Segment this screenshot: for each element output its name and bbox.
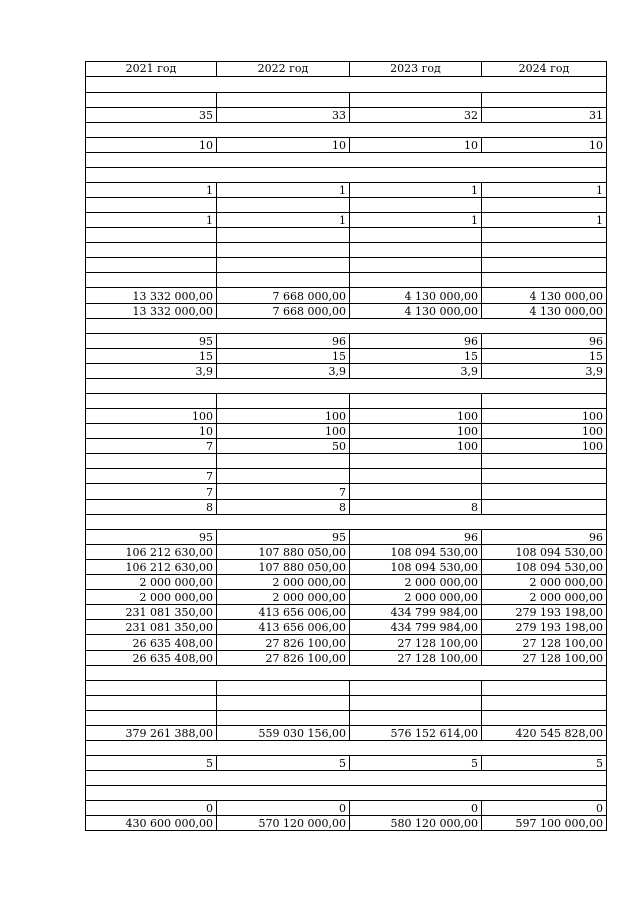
budget-indicator-table <box>85 61 607 831</box>
value-cell <box>85 681 217 695</box>
value-cell: 434 799 984,00 <box>350 620 482 634</box>
value-cell: 13 332 000,00 <box>85 304 217 318</box>
value-cell <box>217 198 350 212</box>
value-cell: 96 <box>350 334 482 348</box>
value-cell <box>217 243 350 257</box>
value-cell: 108 094 530,00 <box>482 560 607 574</box>
table-row <box>85 303 607 318</box>
table-row <box>85 197 607 212</box>
value-cell <box>482 243 607 257</box>
value-cell: 100 <box>350 439 482 453</box>
header-row <box>85 61 607 76</box>
value-cell: 1 <box>482 213 607 227</box>
value-cell: 96 <box>482 334 607 348</box>
value-cell: 95 <box>85 530 217 544</box>
value-cell <box>85 454 217 468</box>
value-cell: 10 <box>350 138 482 152</box>
value-cell: 7 <box>85 469 217 483</box>
value-cell: 1 <box>217 213 350 227</box>
table-row <box>85 363 607 378</box>
value-cell: 100 <box>217 424 350 438</box>
value-cell: 31 <box>482 108 607 122</box>
value-cell: 576 152 614,00 <box>350 726 482 740</box>
value-cell: 15 <box>217 349 350 363</box>
value-cell <box>217 696 350 710</box>
section-row <box>85 152 607 167</box>
table-row <box>85 408 607 423</box>
value-cell: 106 212 630,00 <box>85 545 217 559</box>
value-cell <box>85 696 217 710</box>
section-row <box>85 318 607 333</box>
value-cell: 5 <box>217 756 350 770</box>
section-cell <box>85 153 607 167</box>
value-cell <box>85 273 217 287</box>
section-cell <box>85 666 607 680</box>
table-row <box>85 800 607 815</box>
table-row <box>85 333 607 348</box>
value-cell: 27 128 100,00 <box>350 635 482 650</box>
value-cell: 420 545 828,00 <box>482 726 607 740</box>
value-cell <box>482 696 607 710</box>
value-cell <box>217 228 350 242</box>
table-row <box>85 589 607 604</box>
value-cell: 27 128 100,00 <box>482 635 607 650</box>
value-cell: 0 <box>482 801 607 815</box>
table-row <box>85 287 607 303</box>
value-cell: 27 826 100,00 <box>217 635 350 650</box>
value-cell: 430 600 000,00 <box>85 816 217 830</box>
value-cell: 107 880 050,00 <box>217 545 350 559</box>
section-row <box>85 770 607 785</box>
value-cell: 0 <box>217 801 350 815</box>
value-cell <box>85 243 217 257</box>
value-cell <box>217 711 350 725</box>
value-cell: 5 <box>350 756 482 770</box>
value-cell <box>350 243 482 257</box>
value-cell <box>482 484 607 499</box>
section-row <box>85 785 607 800</box>
table-row <box>85 619 607 634</box>
value-cell <box>350 93 482 107</box>
value-cell: 434 799 984,00 <box>350 605 482 619</box>
table-row <box>85 604 607 619</box>
value-cell <box>85 198 217 212</box>
value-cell: 2 000 000,00 <box>85 590 217 604</box>
table-row <box>85 680 607 695</box>
value-cell: 597 100 000,00 <box>482 816 607 830</box>
value-cell <box>350 696 482 710</box>
value-cell <box>85 394 217 408</box>
value-cell: 100 <box>217 409 350 423</box>
value-cell: 3,9 <box>482 364 607 378</box>
section-row <box>85 167 607 182</box>
table-row <box>85 92 607 107</box>
value-cell <box>482 228 607 242</box>
value-cell: 50 <box>217 439 350 453</box>
table-row <box>85 725 607 740</box>
value-cell: 27 128 100,00 <box>482 651 607 665</box>
value-cell <box>350 394 482 408</box>
value-cell: 32 <box>350 108 482 122</box>
value-cell: 231 081 350,00 <box>85 620 217 634</box>
table-row <box>85 755 607 770</box>
table-row <box>85 453 607 468</box>
value-cell: 1 <box>217 183 350 197</box>
value-cell <box>217 258 350 272</box>
value-cell <box>482 273 607 287</box>
year-header-cell: 2023 год <box>350 62 482 76</box>
value-cell: 7 668 000,00 <box>217 304 350 318</box>
value-cell: 96 <box>350 530 482 544</box>
table-row <box>85 650 607 665</box>
table-row <box>85 423 607 438</box>
table-row <box>85 544 607 559</box>
value-cell: 7 <box>85 439 217 453</box>
table-row <box>85 137 607 152</box>
value-cell: 96 <box>482 530 607 544</box>
value-cell <box>350 258 482 272</box>
value-cell: 26 635 408,00 <box>85 651 217 665</box>
value-cell: 8 <box>85 500 217 514</box>
value-cell: 108 094 530,00 <box>350 560 482 574</box>
value-cell <box>350 484 482 499</box>
value-cell: 100 <box>482 424 607 438</box>
value-cell <box>482 394 607 408</box>
value-cell: 4 130 000,00 <box>350 304 482 318</box>
value-cell: 7 <box>85 484 217 499</box>
value-cell: 7 <box>217 484 350 499</box>
value-cell: 279 193 198,00 <box>482 605 607 619</box>
value-cell: 10 <box>85 138 217 152</box>
section-cell <box>85 786 607 800</box>
table-row <box>85 227 607 242</box>
value-cell <box>350 228 482 242</box>
value-cell <box>482 93 607 107</box>
value-cell: 3,9 <box>85 364 217 378</box>
value-cell: 100 <box>482 409 607 423</box>
value-cell: 4 130 000,00 <box>482 304 607 318</box>
value-cell <box>217 469 350 483</box>
value-cell: 100 <box>85 409 217 423</box>
table-row <box>85 212 607 227</box>
value-cell: 1 <box>85 183 217 197</box>
table-row <box>85 468 607 483</box>
value-cell: 231 081 350,00 <box>85 605 217 619</box>
value-cell <box>482 258 607 272</box>
value-cell: 7 668 000,00 <box>217 288 350 303</box>
value-cell: 2 000 000,00 <box>217 590 350 604</box>
value-cell: 2 000 000,00 <box>85 575 217 589</box>
value-cell: 27 826 100,00 <box>217 651 350 665</box>
section-cell <box>85 319 607 333</box>
section-cell <box>85 379 607 393</box>
value-cell: 35 <box>85 108 217 122</box>
value-cell: 15 <box>85 349 217 363</box>
value-cell <box>482 454 607 468</box>
value-cell <box>217 454 350 468</box>
value-cell: 108 094 530,00 <box>482 545 607 559</box>
year-header-cell: 2022 год <box>217 62 350 76</box>
value-cell <box>350 681 482 695</box>
value-cell <box>350 454 482 468</box>
table-row <box>85 710 607 725</box>
value-cell: 413 656 006,00 <box>217 620 350 634</box>
value-cell: 0 <box>350 801 482 815</box>
table-row <box>85 257 607 272</box>
value-cell: 95 <box>217 530 350 544</box>
value-cell <box>217 394 350 408</box>
value-cell: 2 000 000,00 <box>482 590 607 604</box>
table-row <box>85 499 607 514</box>
table-row <box>85 272 607 287</box>
year-header-cell: 2024 год <box>482 62 607 76</box>
table-row <box>85 695 607 710</box>
value-cell <box>350 273 482 287</box>
section-cell <box>85 168 607 182</box>
value-cell <box>482 198 607 212</box>
value-cell: 570 120 000,00 <box>217 816 350 830</box>
value-cell: 1 <box>85 213 217 227</box>
value-cell <box>350 711 482 725</box>
section-cell <box>85 123 607 137</box>
value-cell: 15 <box>350 349 482 363</box>
value-cell: 8 <box>350 500 482 514</box>
value-cell <box>217 273 350 287</box>
table-row <box>85 107 607 122</box>
table-row <box>85 182 607 197</box>
value-cell: 5 <box>85 756 217 770</box>
value-cell <box>85 258 217 272</box>
value-cell <box>217 681 350 695</box>
value-cell: 106 212 630,00 <box>85 560 217 574</box>
table-row <box>85 242 607 257</box>
value-cell: 27 128 100,00 <box>350 651 482 665</box>
value-cell: 559 030 156,00 <box>217 726 350 740</box>
value-cell: 33 <box>217 108 350 122</box>
section-row <box>85 122 607 137</box>
value-cell: 379 261 388,00 <box>85 726 217 740</box>
table-row <box>85 393 607 408</box>
section-row <box>85 76 607 92</box>
value-cell <box>482 469 607 483</box>
value-cell: 10 <box>85 424 217 438</box>
value-cell: 3,9 <box>217 364 350 378</box>
section-row <box>85 740 607 755</box>
value-cell: 100 <box>482 439 607 453</box>
value-cell: 4 130 000,00 <box>350 288 482 303</box>
value-cell <box>482 711 607 725</box>
value-cell <box>217 93 350 107</box>
value-cell <box>85 93 217 107</box>
section-cell <box>85 77 607 92</box>
value-cell: 5 <box>482 756 607 770</box>
table-row <box>85 559 607 574</box>
table-row <box>85 529 607 544</box>
value-cell: 3,9 <box>350 364 482 378</box>
value-cell <box>482 500 607 514</box>
value-cell: 13 332 000,00 <box>85 288 217 303</box>
section-row <box>85 378 607 393</box>
value-cell: 413 656 006,00 <box>217 605 350 619</box>
value-cell: 1 <box>350 213 482 227</box>
value-cell: 96 <box>217 334 350 348</box>
value-cell: 2 000 000,00 <box>350 575 482 589</box>
value-cell: 580 120 000,00 <box>350 816 482 830</box>
value-cell: 15 <box>482 349 607 363</box>
table-row <box>85 574 607 589</box>
value-cell: 10 <box>217 138 350 152</box>
section-cell <box>85 741 607 755</box>
value-cell: 279 193 198,00 <box>482 620 607 634</box>
section-cell <box>85 515 607 529</box>
value-cell: 2 000 000,00 <box>350 590 482 604</box>
value-cell: 1 <box>350 183 482 197</box>
value-cell <box>482 681 607 695</box>
section-row <box>85 514 607 529</box>
value-cell: 2 000 000,00 <box>217 575 350 589</box>
section-cell <box>85 771 607 785</box>
value-cell: 1 <box>482 183 607 197</box>
value-cell: 0 <box>85 801 217 815</box>
value-cell <box>350 198 482 212</box>
table-row <box>85 634 607 650</box>
value-cell: 100 <box>350 424 482 438</box>
table-row <box>85 483 607 499</box>
table-row <box>85 348 607 363</box>
table-row <box>85 815 607 831</box>
value-cell: 26 635 408,00 <box>85 635 217 650</box>
value-cell: 8 <box>217 500 350 514</box>
value-cell: 10 <box>482 138 607 152</box>
table-row <box>85 438 607 453</box>
year-header-cell: 2021 год <box>85 62 217 76</box>
value-cell: 4 130 000,00 <box>482 288 607 303</box>
value-cell: 2 000 000,00 <box>482 575 607 589</box>
value-cell: 95 <box>85 334 217 348</box>
value-cell <box>85 228 217 242</box>
value-cell <box>350 469 482 483</box>
section-row <box>85 665 607 680</box>
value-cell: 108 094 530,00 <box>350 545 482 559</box>
value-cell: 100 <box>350 409 482 423</box>
value-cell: 107 880 050,00 <box>217 560 350 574</box>
value-cell <box>85 711 217 725</box>
